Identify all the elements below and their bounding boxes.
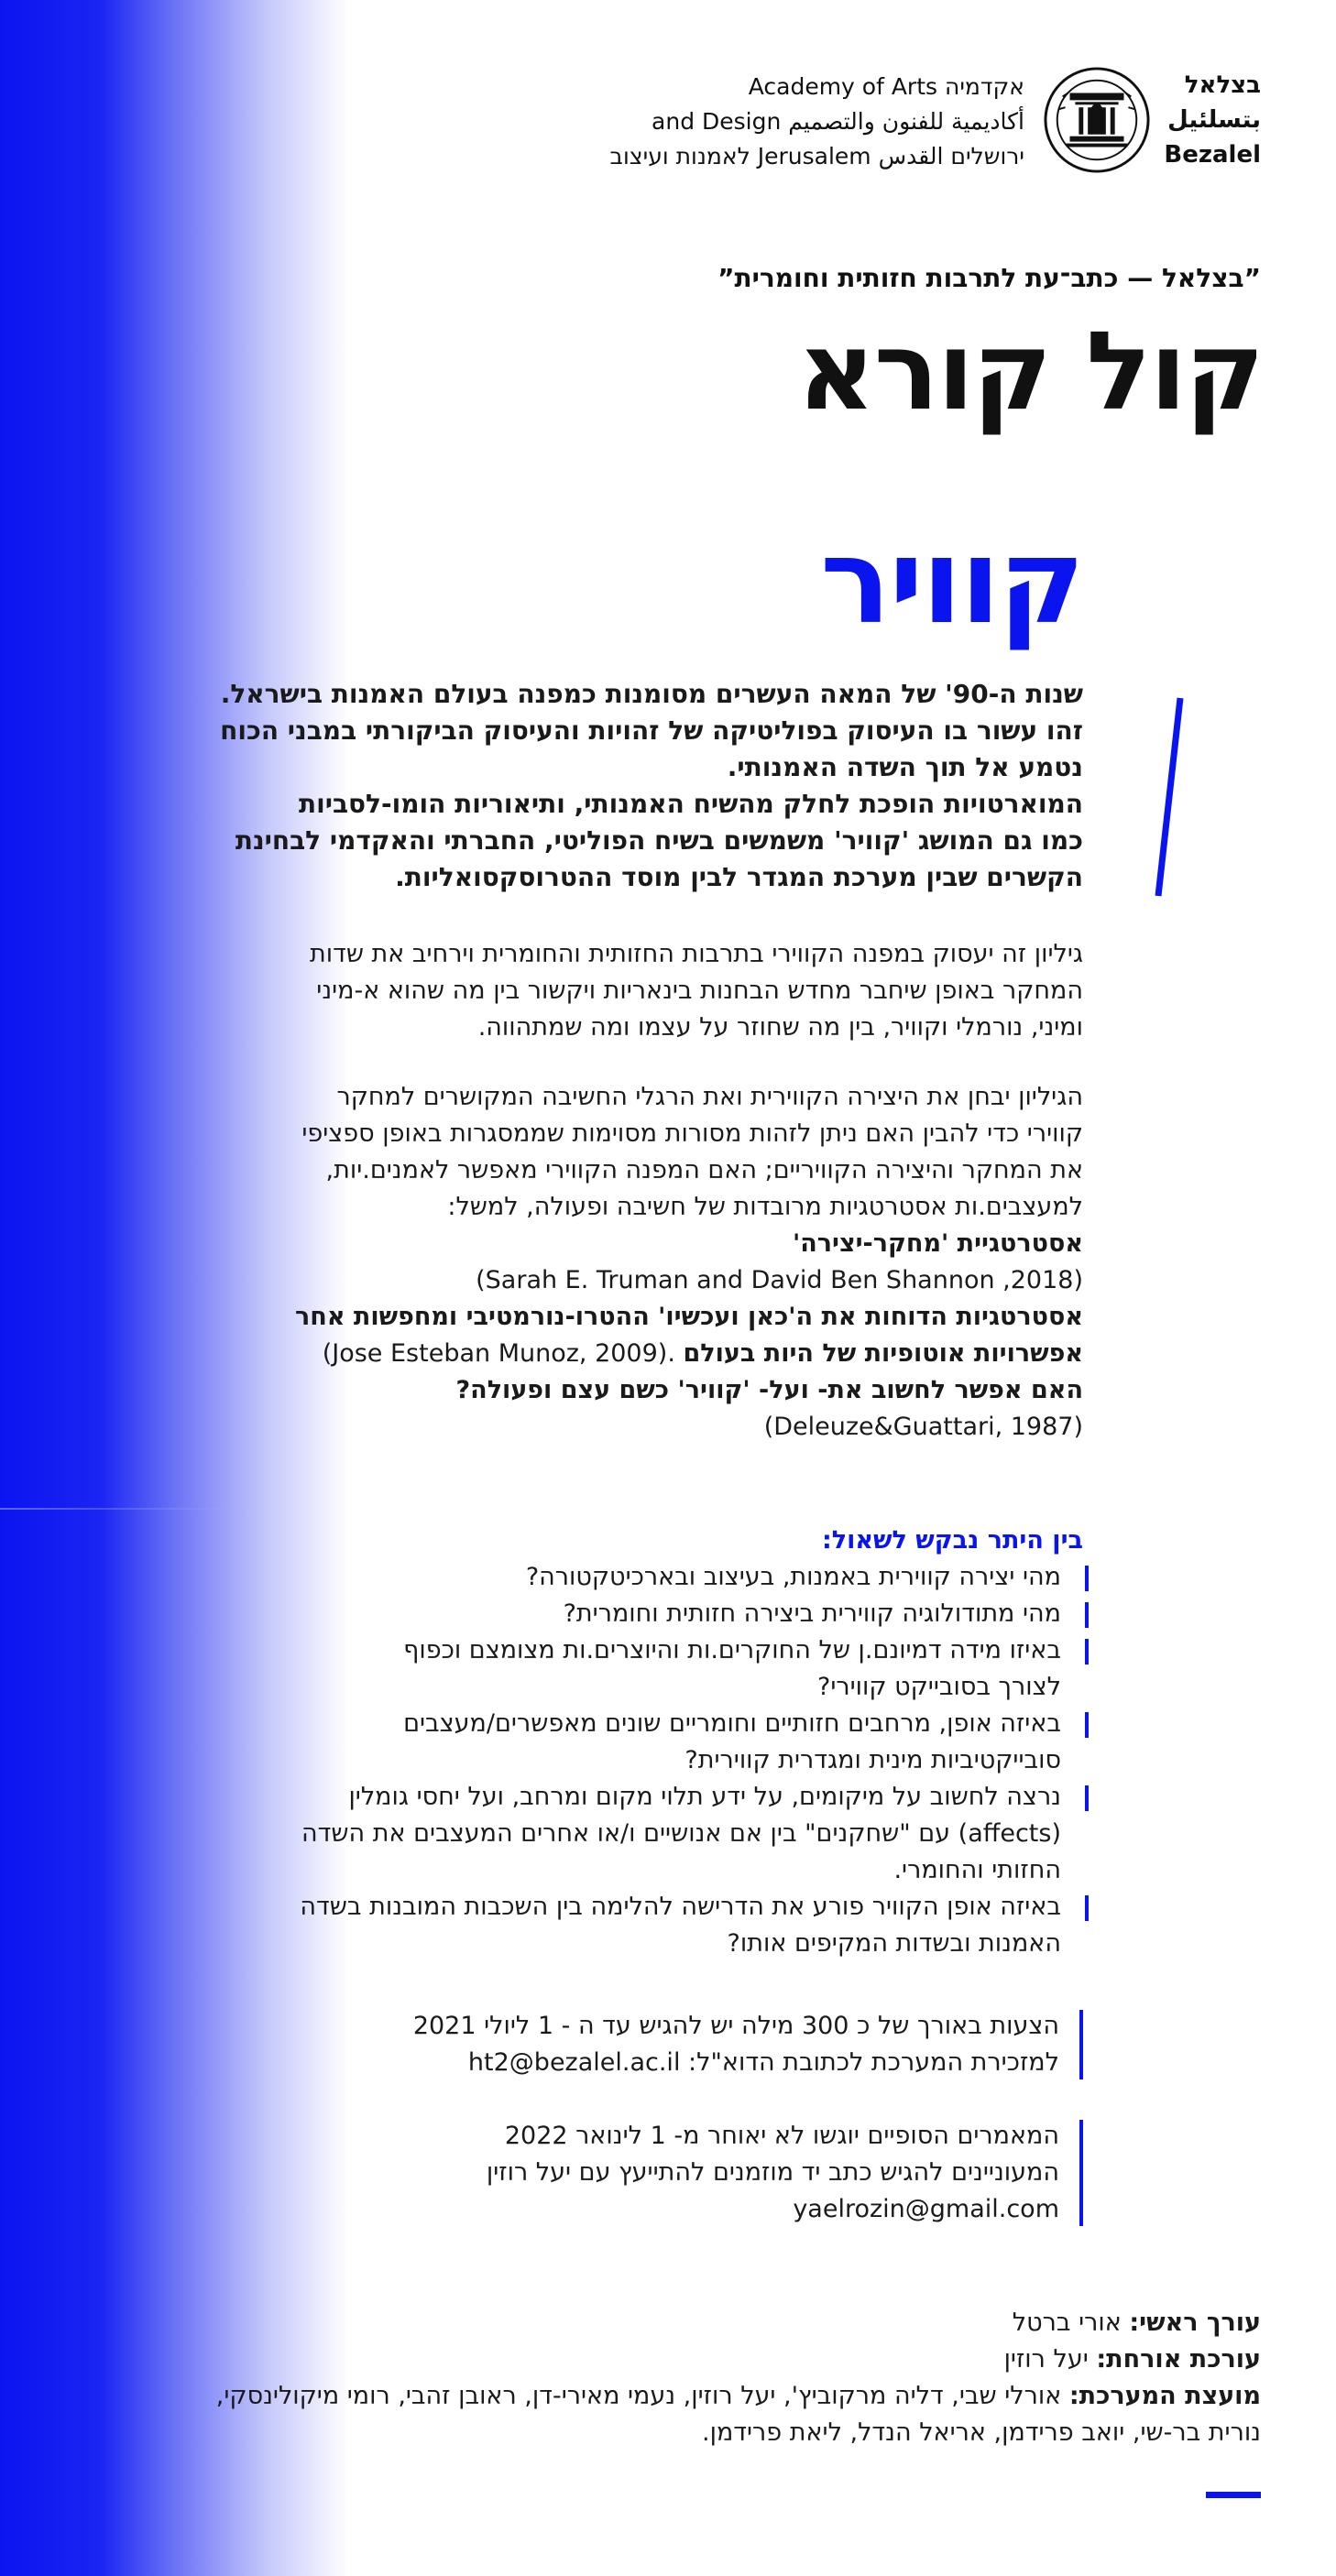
question-text: מהי יצירה קווירית באמנות, בעיצוב ובארכיטקטורה? — [525, 1563, 1061, 1591]
final-email-link[interactable]: yaelrozin@gmail.com — [793, 2195, 1059, 2223]
background-divider — [0, 1508, 229, 1510]
question-text: מהי מתודולוגיה קווירית ביצירה חזותית וחומרית? — [563, 1599, 1061, 1628]
submission-note — [167, 2008, 1083, 2081]
questions-heading: בין היתר נבקש לשאול: — [821, 1526, 1083, 1555]
final-deadline: המאמרים הסופיים יוגשו לא יאוחר מ- 1 לינואר 2022 — [504, 2122, 1059, 2150]
bullet-bar — [1085, 1712, 1089, 1738]
question-text: סובייקטיביות מינית ומגדרית קווירית? — [684, 1746, 1061, 1774]
body-line: ומיני, נורמלי וקוויר, בין מה שחוזר על עצמו ומה שמתהווה. — [477, 1013, 1083, 1042]
issue-theme: קוויר — [820, 514, 1083, 650]
bullet-bar — [1085, 1785, 1089, 1811]
body-paragraph-3 — [167, 1079, 1083, 1446]
institution-line-3: לאמנות ועיצוב Jerusalem ירושלים القدس — [609, 143, 1024, 169]
editorial-credits — [70, 2305, 1261, 2451]
intro-line: הקשרים שבין מערכת המגדר לבין מוסד ההטרוסקסואליות. — [395, 862, 1083, 892]
body-line: למעצבים.ות אסטרטגיות מרובדות של חשיבה ופעולה, למשל: — [447, 1193, 1083, 1221]
bullet-bar — [1085, 1639, 1089, 1665]
slash-decoration — [1153, 696, 1186, 898]
editorial-board-label: מועצת המערכת: — [1068, 2382, 1261, 2410]
question-text: באיזה אופן, מרחבים חזותיים וחומריים שונים מאפשרים/מעצבים — [403, 1709, 1061, 1738]
list-item — [126, 1596, 1089, 1632]
intro-line: זהו עשור בו העיסוק בפוליטיקה של זהויות והעיסוק הביקורתי במבני הכוח — [220, 715, 1083, 746]
intro-line: כמו גם המושג 'קוויר' משמשים בשיח הפוליטי, החברתי והאקדמי לבחינת — [235, 825, 1083, 856]
note-bar — [1079, 2010, 1083, 2079]
submission-contact-text: למזכירת המערכת לכתובת הדוא"ל: — [688, 2048, 1059, 2077]
bullet-bar — [1085, 1602, 1089, 1628]
question-text: נרצה לחשוב על מיקומים, על ידע תלוי מקום ומרחב, ועל יחסי גומלין — [348, 1783, 1061, 1811]
institution-name — [383, 70, 1024, 174]
body-line: הגיליון יבחן את היצירה הקווירית ואת הרגלי החשיבה המקושרים למחקר — [336, 1083, 1083, 1111]
list-item — [126, 1779, 1089, 1889]
strategy-2-reference: (Jose Esteban Munoz, 2009). — [322, 1339, 675, 1368]
intro-line: נטמע אל תוך השדה האמנותי. — [727, 752, 1083, 782]
note-bar — [1079, 2120, 1083, 2226]
body-line: את המחקר והיצירה הקוויריים; האם המפנה הקווירי מאפשר לאמנים.יות, — [325, 1156, 1083, 1184]
list-item — [126, 1632, 1089, 1706]
list-item — [126, 1559, 1089, 1596]
question-text: באיזו מידה דמיונם.ן של החוקרים.ות והיוצרים.ות מצומצם וכפוף — [403, 1636, 1061, 1665]
editorial-board-names-cont: נורית בר-שי, יואב פרידמן, אריאל הנדל, ליאת פרידמן. — [702, 2418, 1261, 2447]
question-text: לצורך בסובייקט קווירי? — [817, 1673, 1061, 1701]
body-line: המחקר באופן שיחבר מחדש הבחנות בינאריות ויקשור בין מה שהוא א-מיני — [316, 977, 1083, 1005]
list-item — [126, 1706, 1089, 1779]
institution-line-2: and Design أكاديمية للفنون والتصميم — [652, 108, 1024, 135]
questions-list — [126, 1559, 1089, 1962]
strategy-3-reference: (Deleuze&Guattari, 1987) — [763, 1413, 1083, 1441]
wordmark-english: Bezalel — [1164, 141, 1261, 169]
bezalel-seal-icon — [1043, 66, 1151, 174]
wordmark-arabic: بتسلئيل — [1167, 106, 1261, 134]
question-text: באיזה אופן הקוויר פורע את הדרישה להלימה בין השכבות המובנות בשדה — [300, 1893, 1061, 1921]
wordmark-hebrew: בצלאל — [1184, 71, 1261, 99]
strategy-2-title-cont: אפשרויות אוטופיות של היות בעולם — [683, 1339, 1083, 1368]
editorial-board-names: אורלי שבי, דליה מרקוביץ', יעל רוזין, נעמי מאירי-דן, ראובן זהבי, רומי מיקולינסקי, — [215, 2382, 1062, 2410]
body-line: גיליון זה יעסוק במפנה הקווירי בתרבות החזותית והחומרית וירחיב את שדות — [310, 940, 1083, 968]
list-item — [126, 1889, 1089, 1962]
final-consult-text: המעוניינים להגיש כתב יד מוזמנים להתייעץ עם יעל רוזין — [486, 2158, 1059, 2187]
bullet-bar — [1085, 1566, 1089, 1591]
institution-line-1: Academy of Arts אקדמיה — [748, 73, 1024, 100]
submission-email-link[interactable]: ht2@bezalel.ac.il — [467, 2048, 681, 2077]
body-paragraph-2 — [167, 936, 1083, 1046]
chief-editor-label: עורך ראשי: — [1129, 2309, 1261, 2337]
page-title: קול קורא — [796, 308, 1263, 434]
intro-paragraph — [167, 676, 1083, 896]
question-text: (affects) עם "שחקנים" בין אם אנושיים ו/או אחרים המעצבים את השדה — [301, 1819, 1061, 1848]
question-text: האמנות ובשדות המקיפים אותו? — [727, 1929, 1061, 1958]
strategy-1-reference: (Sarah E. Truman and David Ben Shannon ,2018) — [476, 1266, 1083, 1294]
strategy-3-title: האם אפשר לחשוב את- ועל- 'קוויר' כשם עצם ופעולה? — [455, 1376, 1083, 1404]
end-dash-decoration — [1206, 2492, 1261, 2498]
journal-name: ”בצלאל — כתב־עת לתרבות חזותית וחומרית” — [717, 263, 1261, 293]
intro-line: המוארטויות הופכת לחלק מהשיח האמנותי, ותיאוריות הומו-לסביות — [298, 789, 1083, 819]
question-text: החזותי והחומרי. — [893, 1856, 1061, 1884]
bezalel-wordmark — [1133, 68, 1261, 172]
strategy-2-title: אסטרטגיות הדוחות את ה'כאן ועכשיו' ההטרו-נורמטיבי ומחפשות אחר — [295, 1303, 1083, 1331]
submission-deadline: הצעות באורך של כ 300 מילה יש להגיש עד ה - 1 ליולי 2021 — [412, 2012, 1059, 2040]
final-submission-note — [167, 2118, 1083, 2228]
guest-editor-label: עורכת אורחת: — [1096, 2345, 1261, 2374]
guest-editor-name: יעל רוזין — [1003, 2345, 1089, 2374]
bullet-bar — [1085, 1895, 1089, 1921]
strategy-1-title: אסטרטגיית 'מחקר-יצירה' — [792, 1229, 1083, 1258]
intro-line: שנות ה-90' של המאה העשרים מסומנות כמפנה בעולם האמנות בישראל. — [220, 679, 1083, 709]
chief-editor-name: אורי ברטל — [1012, 2309, 1122, 2337]
body-line: קווירי כדי להבין האם ניתן לזהות מסורות מסוימות שממסגרות באופן ספציפי — [301, 1119, 1083, 1148]
